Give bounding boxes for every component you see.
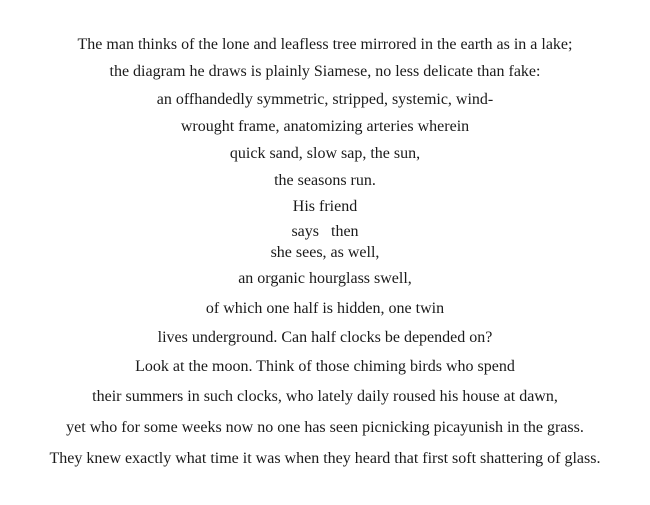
poem-line: His friend — [292, 198, 358, 215]
poem-line: lives underground. Can half clocks be depended on? — [157, 329, 493, 346]
poem-line: of which one half is hidden, one twin — [205, 300, 445, 317]
poem-line: The man thinks of the lone and leafless tree mirrored in the earth as in a lake; — [77, 36, 573, 53]
poem-line: yet who for some weeks now no one has seen picnicking picayunish in the grass. — [66, 419, 584, 436]
poem-line: their summers in such clocks, who lately daily roused his house at dawn, — [92, 388, 558, 405]
poem-line: says then — [291, 223, 359, 240]
poem-line: an organic hourglass swell, — [238, 270, 412, 287]
poem-line: They knew exactly what time it was when they heard that first soft shattering of glass. — [49, 450, 601, 467]
poem-line: the seasons run. — [274, 172, 376, 189]
poem-line: wrought frame, anatomizing arteries wherein — [180, 118, 470, 135]
poem-line: an offhandedly symmetric, stripped, systemic, wind- — [156, 91, 494, 108]
poem-line: she sees, as well, — [270, 244, 380, 261]
poem-line: the diagram he draws is plainly Siamese, no less delicate than fake: — [109, 63, 541, 80]
poem-line: Look at the moon. Think of those chiming birds who spend — [135, 358, 515, 375]
poem-line: quick sand, slow sap, the sun, — [229, 145, 421, 162]
